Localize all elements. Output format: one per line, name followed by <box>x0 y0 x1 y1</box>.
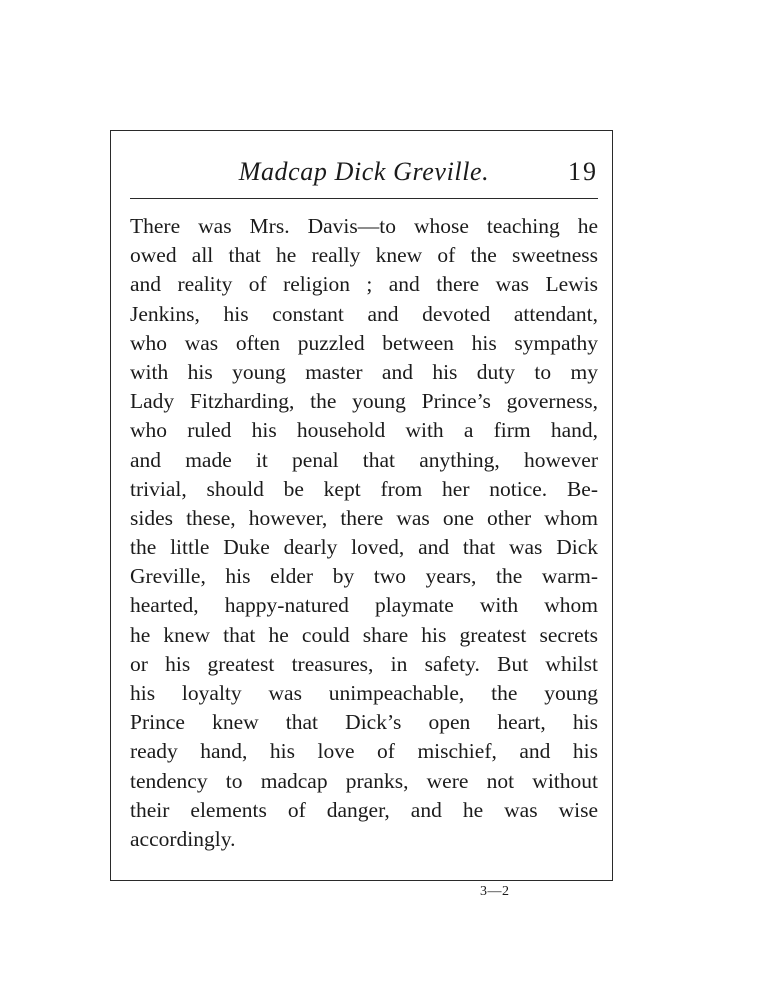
header-rule <box>130 198 598 199</box>
text-line: or his greatest treasures, in safety. But whilst <box>130 651 598 676</box>
text-line: the little Duke dearly loved, and that was Dick <box>130 535 598 560</box>
text-line: tendency to madcap pranks, were not without <box>130 768 598 793</box>
page-number: 19 <box>568 157 598 186</box>
text-line: and made it penal that anything, however <box>130 447 598 472</box>
signature-mark: 3—2 <box>480 884 510 899</box>
text-line: with his young master and his duty to my <box>130 359 598 384</box>
text-line: Greville, his elder by two years, the warm- <box>130 564 598 589</box>
text-line: their elements of danger, and he was wise <box>130 797 598 822</box>
text-line: owed all that he really knew of the sweetness <box>130 243 598 268</box>
text-line: trivial, should be kept from her notice. Be- <box>130 476 598 501</box>
text-line: accordingly. <box>130 826 236 851</box>
body-paragraph <box>130 212 598 854</box>
running-head <box>130 152 598 192</box>
text-line: Lady Fitzharding, the young Prince’s governess, <box>130 389 598 414</box>
text-line: ready hand, his love of mischief, and his <box>130 739 598 764</box>
text-line: and reality of religion ; and there was Lewis <box>130 272 598 297</box>
text-line: There was Mrs. Davis—to whose teaching he <box>130 214 598 238</box>
text-line: sides these, however, there was one other whom <box>130 505 598 530</box>
text-line: who was often puzzled between his sympathy <box>130 330 598 355</box>
text-line: his loyalty was unimpeachable, the young <box>130 681 598 705</box>
text-line: he knew that he could share his greatest secrets <box>130 622 598 647</box>
text-line: Jenkins, his constant and devoted attendant, <box>130 301 598 326</box>
text-line: who ruled his household with a firm hand, <box>130 418 598 443</box>
running-title: Madcap Dick Greville. <box>238 157 490 186</box>
text-line: Prince knew that Dick’s open heart, his <box>130 710 598 735</box>
text-line: hearted, happy-natured playmate with whom <box>130 593 598 618</box>
